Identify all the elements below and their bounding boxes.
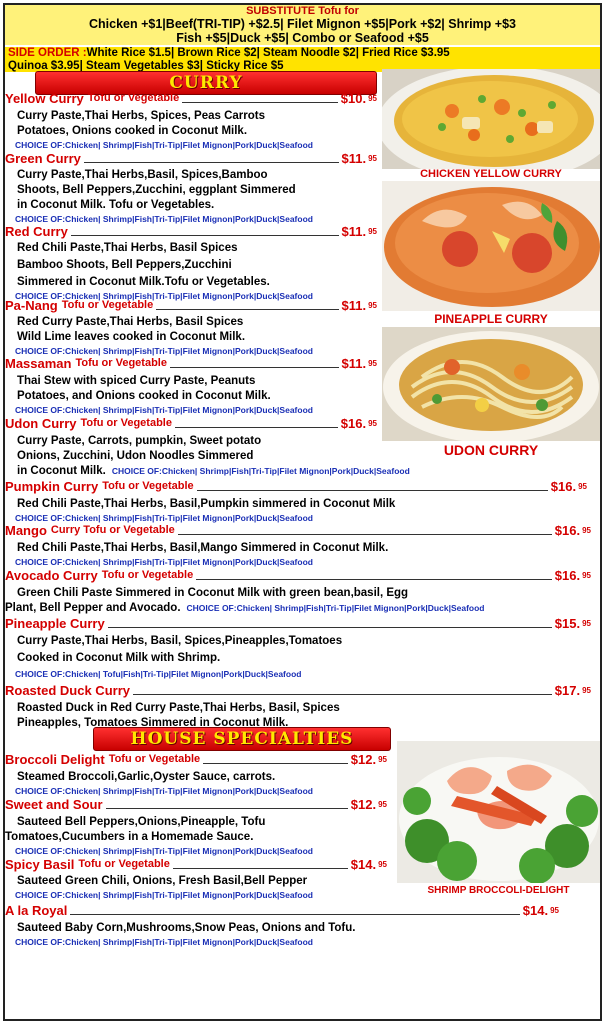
item-sub: Tofu or Vegetable (80, 417, 172, 429)
item-sub: Curry Tofu or Vegetable (50, 524, 175, 536)
item-desc: Curry Paste,Thai Herbs, Spices, Peas Carrots (17, 110, 265, 122)
menu-item-pumpkin-curry (5, 479, 587, 524)
item-cents: 95 (582, 526, 591, 535)
item-sub: Tofu or Vegetable (102, 480, 194, 492)
item-name: Avocado Curry (5, 568, 98, 583)
item-choice: CHOICE OF:Chicken| Shrimp|Fish|Tri-Tip|Filet Mignon|Pork|Duck|Seafood (15, 405, 313, 415)
leader-line (133, 694, 552, 695)
item-sub: Tofu or Vegetable (87, 92, 180, 104)
item-cents: 95 (368, 227, 377, 236)
leader-line (71, 235, 339, 236)
item-name: Pa-Nang (5, 298, 58, 313)
item-cents: 95 (578, 482, 587, 491)
item-desc: Curry Paste, Carrots, pumpkin, Sweet potato (17, 435, 262, 447)
item-cents: 95 (368, 419, 377, 428)
leader-line (156, 309, 338, 310)
substitute-box (5, 5, 600, 45)
item-price: $11. (341, 356, 367, 371)
item-desc: Red Chili Paste,Thai Herbs, Basil,Pumpkin simmered in Coconut Milk (17, 498, 396, 510)
menu-item-a-la-royal (5, 903, 559, 948)
menu-item-massaman (5, 356, 377, 416)
item-choice: CHOICE OF:Chicken| Shrimp|Fish|Tri-Tip|Filet Mignon|Pork|Duck|Seafood (15, 786, 313, 796)
item-price: $16. (554, 568, 581, 583)
shrimp-broccoli-photo (397, 741, 600, 883)
item-name: Mango (5, 523, 47, 538)
item-desc: Red Chili Paste,Thai Herbs, Basil Spices (17, 242, 238, 254)
item-choice: CHOICE OF:Chicken| Shrimp|Fish|Tri-Tip|Filet Mignon|Pork|Duck|Seafood (15, 937, 313, 947)
item-desc: Wild Lime leaves cooked in Coconut Milk. (17, 331, 246, 343)
item-price: $17. (554, 683, 581, 698)
item-desc: in Coconut Milk. (17, 465, 106, 477)
caption-pineapple-curry: PINEAPPLE CURRY (434, 312, 548, 326)
item-cents: 95 (582, 619, 591, 628)
menu-item-mango-curry (5, 523, 591, 568)
item-desc: Curry Paste,Thai Herbs,Basil, Spices,Bamboo (17, 169, 268, 181)
menu-item-red-curry (5, 224, 377, 302)
leader-line (108, 627, 552, 628)
item-sub: Tofu or Vegetable (101, 569, 194, 581)
yellow-curry-photo (382, 69, 600, 169)
menu-item-pineapple-curry (5, 616, 591, 680)
item-choice: CHOICE OF:Chicken| Tofu|Fish|Tri-Tip|Filet Mignon|Pork|Duck|Seafood (15, 669, 302, 679)
item-sub: Tofu or Vegetable (108, 753, 201, 765)
side-order-label: SIDE ORDER : (8, 47, 87, 59)
item-price: $12. (350, 797, 377, 812)
item-desc: Roasted Duck in Red Curry Paste,Thai Herbs, Basil, Spices (17, 702, 340, 714)
item-name: Spicy Basil (5, 857, 75, 872)
leader-line (106, 808, 348, 809)
item-desc: Cooked in Coconut Milk with Shrimp. (17, 652, 221, 664)
item-desc: Sauteed Bell Peppers,Onions,Pineapple, Tofu (17, 816, 266, 828)
item-cents: 95 (378, 860, 387, 869)
side-order-line-2: Quinoa $3.95| Steam Vegetables $3| Sticky Rice $5 (8, 59, 284, 72)
item-price: $16. (554, 523, 581, 538)
item-desc: Red Chili Paste,Thai Herbs, Basil,Mango Simmered in Coconut Milk. (17, 542, 389, 554)
item-choice: CHOICE OF:Chicken| Shrimp|Fish|Tri-Tip|Filet Mignon|Pork|Duck|Seafood (15, 513, 313, 523)
item-desc: Onions, Zucchini, Udon Noodles Simmered (17, 450, 254, 462)
item-desc: Steamed Broccoli,Garlic,Oyster Sauce, carrots. (17, 771, 276, 783)
item-desc: Plant, Bell Pepper and Avocado. (5, 602, 181, 614)
side-order-line-1: White Rice $1.5| Brown Rice $2| Steam Noodle $2| Fried Rice $3.95 (86, 47, 450, 59)
item-cents: 95 (368, 94, 377, 103)
leader-line (84, 162, 339, 163)
menu-item-broccoli-delight (5, 752, 387, 797)
item-choice: CHOICE OF:Chicken| Shrimp|Fish|Tri-Tip|Filet Mignon|Pork|Duck|Seafood (15, 346, 313, 356)
item-choice: CHOICE OF:Chicken| Shrimp|Fish|Tri-Tip|Filet Mignon|Pork|Duck|Seafood (15, 846, 313, 856)
item-price: $16. (340, 416, 367, 431)
leader-line (170, 367, 339, 368)
caption-yellow-curry: CHICKEN YELLOW CURRY (420, 168, 562, 180)
leader-line (178, 534, 552, 535)
leader-line (70, 914, 519, 915)
menu-page (3, 3, 602, 1021)
item-cents: 95 (582, 571, 591, 580)
item-desc: Tomatoes,Cucumbers in a Homemade Sauce. (5, 831, 254, 843)
item-cents: 95 (368, 301, 377, 310)
menu-item-pa-nang (5, 298, 377, 357)
item-choice: CHOICE OF:Chicken| Shrimp|Fish|Tri-Tip|Filet Mignon|Pork|Duck|Seafood (15, 890, 313, 900)
item-desc: in Coconut Milk. Tofu or Vegetables. (17, 199, 215, 211)
item-price: $10. (340, 91, 367, 106)
item-name: Sweet and Sour (5, 797, 103, 812)
item-name: Udon Curry (5, 416, 77, 431)
item-desc: Red Curry Paste,Thai Herbs, Basil Spices (17, 316, 244, 328)
item-name: A la Royal (5, 903, 68, 918)
item-desc: Thai Stew with spiced Curry Paste, Peanuts (17, 375, 256, 387)
item-desc: Simmered in Coconut Milk.Tofu or Vegetables. (17, 276, 270, 288)
item-name: Yellow Curry (5, 91, 84, 106)
menu-item-sweet-and-sour (5, 797, 387, 857)
menu-item-avocado-curry (5, 568, 591, 616)
leader-line (196, 579, 552, 580)
item-price: $12. (350, 752, 377, 767)
item-name: Roasted Duck Curry (5, 683, 130, 698)
item-desc: Curry Paste,Thai Herbs, Basil, Spices,Pineapples,Tomatoes (17, 635, 343, 647)
udon-curry-photo (382, 327, 600, 441)
item-name: Broccoli Delight (5, 752, 105, 767)
item-name: Green Curry (5, 151, 81, 166)
item-choice: CHOICE OF:Chicken| Shrimp|Fish|Tri-Tip|Filet Mignon|Pork|Duck|Seafood (15, 557, 313, 567)
menu-item-green-curry (5, 151, 377, 225)
item-choice: CHOICE OF:Chicken| Shrimp|Fish|Tri-Tip|Filet Mignon|Pork|Duck|Seafood (15, 214, 313, 224)
menu-item-yellow-curry (5, 91, 377, 151)
item-price: $15. (554, 616, 581, 631)
item-price: $14. (350, 857, 377, 872)
item-price: $11. (341, 298, 367, 313)
substitute-line-2: Fish +$5|Duck +$5| Combo or Seafood +$5 (176, 31, 429, 45)
menu-item-roasted-duck-curry (5, 683, 591, 731)
item-name: Massaman (5, 356, 72, 371)
item-desc: Bamboo Shoots, Bell Peppers,Zucchini (17, 259, 232, 271)
item-desc: Sauteed Baby Corn,Mushrooms,Snow Peas, Onions and Tofu. (17, 922, 356, 934)
leader-line (203, 763, 348, 764)
substitute-title: SUBSTITUTE Tofu for (246, 5, 359, 17)
item-desc: Green Chili Paste Simmered in Coconut Milk with green bean,basil, Egg (17, 587, 409, 599)
item-desc: Potatoes, Onions cooked in Coconut Milk. (17, 125, 248, 137)
item-price: $16. (550, 479, 577, 494)
item-choice: CHOICE OF:Chicken| Shrimp|Fish|Tri-Tip|Filet Mignon|Pork|Duck|Seafood (15, 291, 313, 301)
item-name: Pumpkin Curry (5, 479, 99, 494)
item-desc: Shoots, Bell Peppers,Zucchini, eggplant Simmered (17, 184, 296, 196)
item-choice: CHOICE OF:Chicken| Shrimp|Fish|Tri-Tip|Filet Mignon|Pork|Duck|Seafood (111, 466, 410, 476)
item-name: Pineapple Curry (5, 616, 105, 631)
pineapple-curry-photo (382, 181, 600, 311)
house-specialties-heading: HOUSE SPECIALTIES (130, 729, 354, 749)
item-cents: 95 (582, 686, 591, 695)
item-name: Red Curry (5, 224, 68, 239)
leader-line (197, 490, 548, 491)
substitute-line-1: Chicken +$1|Beef(TRI-TIP) +$2.5| Filet Mignon +$5|Pork +$2| Shrimp +$3 (89, 17, 516, 31)
item-price: $11. (341, 224, 367, 239)
caption-shrimp-broccoli: SHRIMP BROCCOLI-DELIGHT (427, 885, 570, 896)
leader-line (173, 868, 348, 869)
item-desc: Potatoes, and Onions cooked in Coconut Milk. (17, 390, 271, 402)
caption-udon-curry: UDON CURRY (443, 442, 539, 458)
item-desc: Pineapples, Tomatoes Simmered in Coconut Milk. (17, 717, 289, 729)
item-sub: Tofu or Vegetable (78, 858, 170, 870)
leader-line (182, 102, 338, 103)
item-choice: CHOICE OF:Chicken| Shrimp|Fish|Tri-Tip|Filet Mignon|Pork|Duck|Seafood (186, 603, 485, 613)
curry-heading: CURRY (169, 73, 243, 93)
item-sub: Tofu or Vegetable (61, 299, 154, 311)
item-cents: 95 (368, 154, 377, 163)
menu-item-spicy-basil (5, 857, 387, 901)
item-sub: Tofu or Vegetable (75, 357, 167, 369)
leader-line (175, 427, 338, 428)
item-desc: Sauteed Green Chili, Onions, Fresh Basil,Bell Pepper (17, 875, 308, 887)
item-cents: 95 (368, 359, 377, 368)
item-cents: 95 (550, 906, 559, 915)
item-choice: CHOICE OF:Chicken| Shrimp|Fish|Tri-Tip|Filet Mignon|Pork|Duck|Seafood (15, 140, 313, 150)
item-price: $11. (341, 151, 367, 166)
item-price: $14. (522, 903, 549, 918)
item-cents: 95 (378, 755, 387, 764)
item-cents: 95 (378, 800, 387, 809)
menu-item-udon-curry (5, 416, 410, 479)
